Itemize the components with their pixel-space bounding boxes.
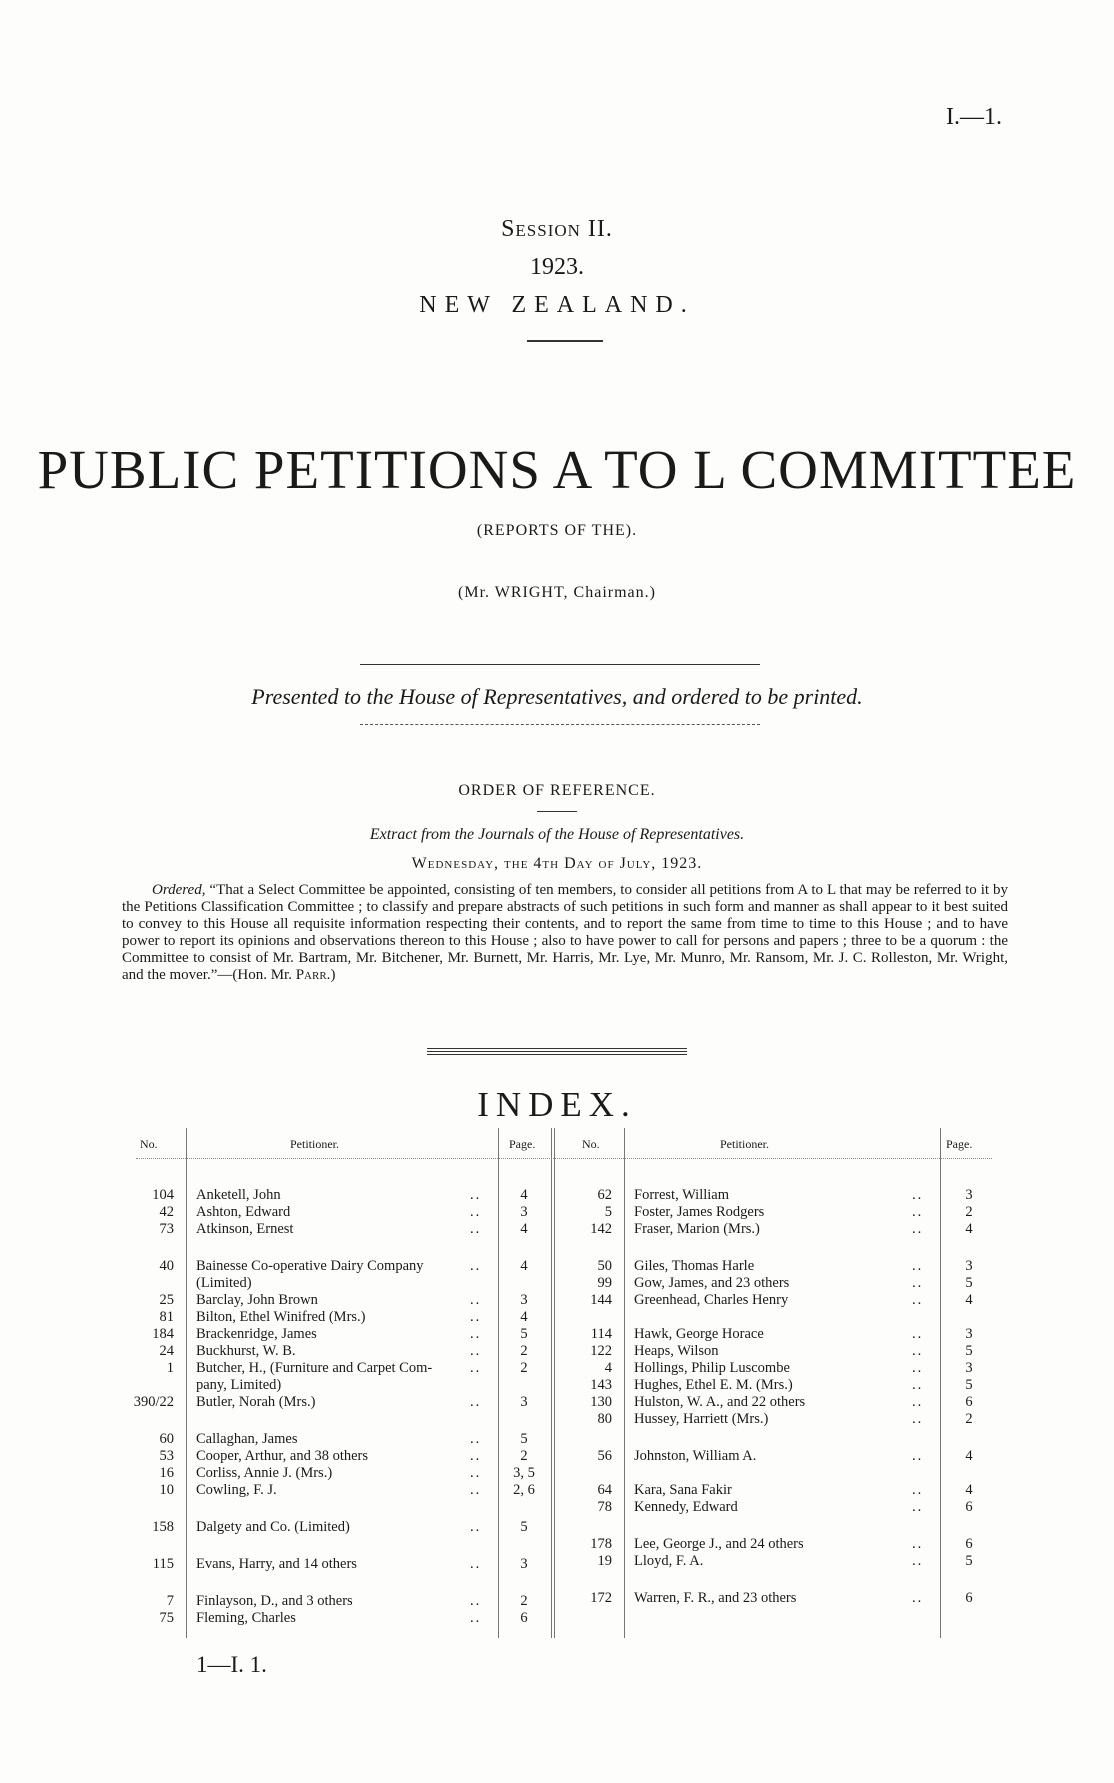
header-petitioner-left: Petitioner. [290,1137,339,1151]
leader-dots: .. [470,1465,482,1481]
divider [427,1048,687,1049]
extract-note: Extract from the Journals of the House of Representatives. [369,826,745,843]
petition-number: 60 [159,1431,174,1447]
page-number: 2 [520,1360,528,1376]
page-number [500,1377,548,1394]
page-number: 2 [520,1448,528,1464]
page-number: 4 [965,1482,973,1498]
petition-number: 42 [159,1204,174,1220]
petitioner-name: Brackenridge, James [196,1326,317,1342]
leader-dots: .. [912,1448,924,1464]
leader-dots: .. [470,1431,482,1447]
petitioner-name: Corliss, Annie J. (Mrs.) [196,1465,333,1481]
petitioner-name: Hawk, George Horace [634,1326,764,1342]
petition-number: 4 [604,1360,612,1376]
page-number [500,1275,548,1292]
leader-dots: .. [470,1258,482,1274]
leader-dots: .. [912,1221,924,1237]
footer-reference: 1—I. 1. [196,1652,267,1677]
divider [427,1054,687,1055]
petitioner-name: Gow, James, and 23 others [634,1275,790,1291]
page-number: 3, 5 [513,1465,535,1481]
column-rule [940,1128,941,1638]
page-number: 2 [520,1343,528,1359]
header-petitioner-right: Petitioner. [720,1137,769,1151]
petitioner-name: (Limited) [196,1275,252,1291]
petitioner-name: Atkinson, Ernest [196,1221,294,1237]
divider [537,811,577,812]
divider [427,1051,687,1052]
leader-dots: .. [912,1343,924,1359]
petition-number: 184 [152,1326,174,1342]
petition-number: 40 [159,1258,174,1274]
petitioner-name: Anketell, John [196,1187,281,1203]
column-rule [498,1128,499,1638]
petitioner-name: Bilton, Ethel Winifred (Mrs.) [196,1309,366,1325]
document-title: PUBLIC PETITIONS A TO L COMMITTEE [37,439,1077,500]
petition-number: 390/22 [133,1394,174,1410]
petition-number: 99 [597,1275,612,1291]
page-number: 3 [965,1258,973,1274]
order-of-reference-text [122,882,1008,984]
page-number: 5 [520,1519,528,1535]
column-rule [551,1128,552,1638]
petitioner-name: Buckhurst, W. B. [196,1343,296,1359]
page-number: 6 [965,1499,973,1515]
leader-dots: .. [912,1292,924,1308]
petition-number: 81 [159,1309,174,1325]
leader-dots: .. [470,1360,482,1376]
header-rule [136,1158,992,1159]
page-number: 3 [520,1556,528,1572]
order-closing: ) [330,967,336,983]
ordered-label: Ordered, [152,882,206,898]
year-label: 1923. [530,254,584,280]
petition-number: 53 [159,1448,174,1464]
mover-name: Parr. [295,967,331,983]
page-number: 4 [965,1448,973,1464]
petition-number: 25 [159,1292,174,1308]
leader-dots: .. [912,1275,924,1291]
petitioner-name: Hughes, Ethel E. M. (Mrs.) [634,1377,793,1393]
document-subtitle: (REPORTS OF THE). [476,522,638,539]
leader-dots: .. [470,1519,482,1535]
petition-number: 78 [597,1499,612,1515]
petition-number: 16 [159,1465,174,1481]
divider [360,724,760,725]
petition-number: 5 [604,1204,612,1220]
leader-dots: .. [470,1343,482,1359]
petition-number: 114 [590,1326,612,1342]
leader-dots: .. [912,1204,924,1220]
page-number: 3 [965,1187,973,1203]
session-label: Session II. [501,216,613,242]
order-body: “That a Select Committee be appointed, consisting of ten members, to consider all petitions from A to L that may be referred to it by the Petitions Classification Committee ; to classify and prepare abstracts of such petitions in such form and manner as shall appear to it best suited to convey to this House all requisite information respecting their contents, and to report the same from time to time to this House ; and to have power to report its opinions and observations thereon to this House ; also to have power to call for persons and papers ; three to be a quorum : the Committee to consist of Mr. Bartram, Mr. Bitchener, Mr. Burnett, Mr. Harris, Mr. Lye, Mr. Munro, Mr. Ransom, Mr. J. C. Rolleston, Mr. Wright, and the mover.”—(Hon. Mr. [122,882,1008,983]
petition-number: 10 [159,1482,174,1498]
petitioner-name: Callaghan, James [196,1431,298,1447]
leader-dots: .. [912,1394,924,1410]
petitioner-name: Bainesse Co-operative Dairy Company [196,1258,424,1274]
petitioner-name: Lloyd, F. A. [634,1553,704,1569]
leader-dots: .. [470,1187,482,1203]
petition-number: 178 [590,1536,612,1552]
leader-dots: .. [470,1593,482,1609]
petition-number: 122 [590,1343,612,1359]
leader-dots: .. [470,1309,482,1325]
petition-number: 143 [590,1377,612,1393]
page-reference: I.—1. [946,104,1002,130]
petition-number [110,1377,174,1394]
petitioner-name: Barclay, John Brown [196,1292,318,1308]
petitioner-name: Fraser, Marion (Mrs.) [634,1221,760,1237]
leader-dots: .. [912,1187,924,1203]
order-date: Wednesday, the 4th Day of July, 1923. [411,855,703,872]
header-no-right: No. [582,1137,600,1151]
petitioner-name: Hussey, Harriett (Mrs.) [634,1411,769,1427]
leader-dots: .. [470,1204,482,1220]
petitioner-name: Giles, Thomas Harle [634,1258,755,1274]
page-number: 3 [965,1360,973,1376]
leader-dots: .. [912,1536,924,1552]
leader-dots: .. [470,1556,482,1572]
petition-number: 158 [152,1519,174,1535]
petitioner-name: Greenhead, Charles Henry [634,1292,789,1308]
petition-number: 56 [597,1448,612,1464]
leader-dots: .. [912,1499,924,1515]
leader-dots: .. [912,1258,924,1274]
page-number: 4 [520,1187,528,1203]
header-page-left: Page. [509,1137,536,1151]
header-page-right: Page. [946,1137,973,1151]
petition-number: 73 [159,1221,174,1237]
petition-number [110,1275,174,1292]
leader-dots: .. [912,1482,924,1498]
order-of-reference-heading: ORDER OF REFERENCE. [458,782,656,799]
leader-dots: .. [912,1360,924,1376]
leader-dots: .. [912,1326,924,1342]
petitioner-name: Kennedy, Edward [634,1499,738,1515]
country-label: NEW ZEALAND. [419,292,695,318]
leader-dots: .. [470,1482,482,1498]
petition-number: 115 [152,1556,174,1572]
petitioner-name: Evans, Harry, and 14 others [196,1556,357,1572]
petition-number: 130 [590,1394,612,1410]
page-number: 5 [965,1377,973,1393]
page-number: 4 [965,1292,973,1308]
petition-number: 172 [590,1590,612,1606]
petitioner-name: Butler, Norah (Mrs.) [196,1394,316,1410]
leader-dots: .. [912,1553,924,1569]
page-number: 6 [520,1610,528,1626]
petitioner-name: Fleming, Charles [196,1610,296,1626]
page-number: 6 [965,1536,973,1552]
petitioner-name: Kara, Sana Fakir [634,1482,732,1498]
presented-statement: Presented to the House of Representatives, and ordered to be printed. [251,684,863,709]
petitioner-name: Hollings, Philip Luscombe [634,1360,790,1376]
page-number: 2 [965,1204,973,1220]
petition-number: 1 [166,1360,174,1376]
page-number: 3 [520,1292,528,1308]
page-number: 5 [520,1431,528,1447]
leader-dots: .. [470,1292,482,1308]
page-number: 2 [520,1593,528,1609]
leader-dots: .. [470,1394,482,1410]
petition-number: 144 [590,1292,612,1308]
leader-dots: .. [912,1590,924,1606]
column-rule [186,1128,187,1638]
petition-number: 19 [597,1553,612,1569]
petition-number: 50 [597,1258,612,1274]
leader-dots: .. [470,1448,482,1464]
petition-number: 7 [166,1593,174,1609]
leader-dots: .. [470,1326,482,1342]
petitioner-name: Ashton, Edward [196,1204,291,1220]
petition-number: 75 [159,1610,174,1626]
page-number: 5 [965,1343,973,1359]
page-number: 3 [520,1394,528,1410]
petition-number: 104 [152,1187,174,1203]
petition-number: 64 [597,1482,612,1498]
chairman-label: (Mr. WRIGHT, Chairman.) [458,584,656,601]
petitioner-name: Cooper, Arthur, and 38 others [196,1448,369,1464]
divider [527,340,603,342]
header-no-left: No. [140,1137,158,1151]
petitioner-name: pany, Limited) [196,1377,282,1393]
leader-dots: .. [470,1221,482,1237]
index-title: INDEX. [477,1085,637,1124]
petitioner-name: Hulston, W. A., and 22 others [634,1394,806,1410]
page-number: 5 [965,1553,973,1569]
leader-dots: .. [470,1610,482,1626]
petition-number: 80 [597,1411,612,1427]
leader-dots: .. [912,1377,924,1393]
page-number: 2, 6 [513,1482,535,1498]
page-number: 5 [520,1326,528,1342]
page-number: 5 [965,1275,973,1291]
column-rule [554,1128,555,1638]
petitioner-name: Lee, George J., and 24 others [634,1536,804,1552]
page-number: 4 [520,1221,528,1237]
divider [360,664,760,665]
column-rule [624,1128,625,1638]
page-number: 4 [520,1309,528,1325]
page-number: 2 [965,1411,973,1427]
petitioner-name: Forrest, William [634,1187,730,1203]
petitioner-name: Dalgety and Co. (Limited) [196,1519,350,1535]
petitioner-name: Finlayson, D., and 3 others [196,1593,353,1609]
page-number: 4 [965,1221,973,1237]
petitioner-name: Cowling, F. J. [196,1482,277,1498]
page-number: 6 [965,1394,973,1410]
page-number: 6 [965,1590,973,1606]
page-number: 3 [965,1326,973,1342]
petitioner-name: Heaps, Wilson [634,1343,719,1359]
page-number: 3 [520,1204,528,1220]
leader-dots: .. [912,1411,924,1427]
petitioner-name: Warren, F. R., and 23 others [634,1590,797,1606]
petitioner-name: Johnston, William A. [634,1448,757,1464]
page-number: 4 [520,1258,528,1274]
petition-number: 142 [590,1221,612,1237]
petitioner-name: Butcher, H., (Furniture and Carpet Com- [196,1360,433,1376]
petition-number: 24 [159,1343,174,1359]
petition-number: 62 [597,1187,612,1203]
petitioner-name: Foster, James Rodgers [634,1204,765,1220]
